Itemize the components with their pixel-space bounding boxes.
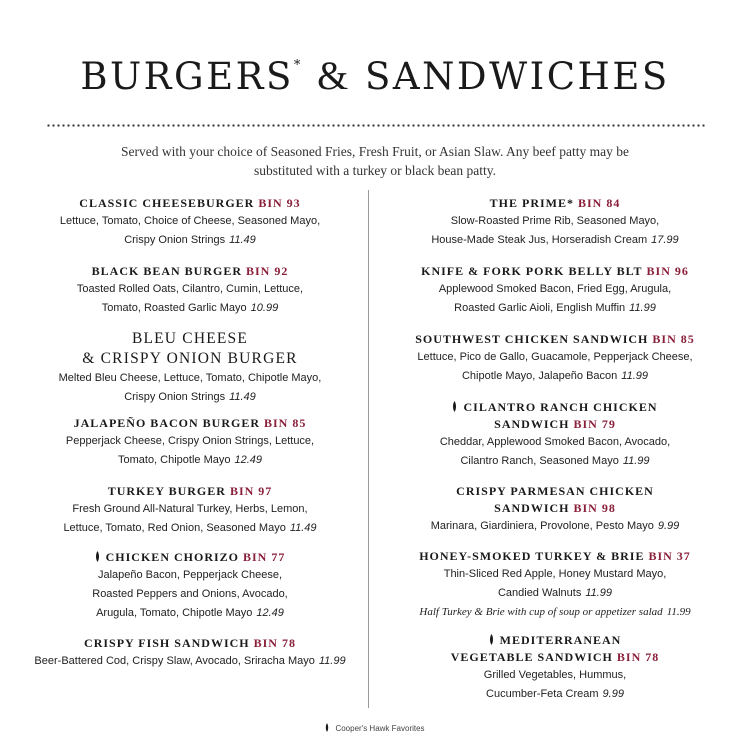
intro-text: Served with your choice of Seasoned Fries, Fresh Fruit, or Asian Slaw. Any beef patty may be substituted with a turkey or black bean patty. [121, 144, 629, 178]
footer-legend: Cooper's Hawk Favorites [0, 722, 750, 733]
menu-item: MEDITERRANEAN VEGETABLE SANDWICH BIN 78 Grilled Vegetables, Hummus, Cucumber-Feta Cream 9.99 [450, 633, 660, 700]
menu-item: CILANTRO RANCH CHICKEN SANDWICH BIN 79 Cheddar, Applewood Smoked Bacon, Avocado, Cilantro Ranch, Seasoned Mayo 11.99 [439, 400, 671, 467]
menu-item: SOUTHWEST CHICKEN SANDWICH BIN 85 Lettuce, Pico de Gallo, Guacamole, Pepperjack Cheese, Chipotle Mayo, Jalapeño Bacon 11.99 [415, 332, 695, 382]
feather-icon [489, 634, 494, 645]
dotted-divider [46, 124, 706, 127]
page-title: BURGERS* & SANDWICHES [80, 53, 670, 98]
feather-icon [95, 551, 100, 562]
menu-item: CRISPY FISH SANDWICH BIN 78 Beer-Battered Cod, Crispy Slaw, Avocado, Sriracha Mayo 11.99 [34, 636, 346, 667]
column-divider [368, 190, 369, 708]
menu-item: BLACK BEAN BURGER BIN 92 Toasted Rolled Oats, Cilantro, Cumin, Lettuce, Tomato, Roasted Garlic Mayo 10.99 [76, 264, 304, 314]
menu-item: CRISPY PARMESAN CHICKEN SANDWICH BIN 98 Marinara, Giardiniera, Provolone, Pesto Mayo 9.99 [430, 484, 680, 532]
menu-item: TURKEY BURGER BIN 97 Fresh Ground All-Natural Turkey, Herbs, Lemon, Lettuce, Tomato, Red Onion, Seasoned Mayo 11.49 [63, 484, 317, 534]
menu-item: KNIFE & FORK PORK BELLY BLT BIN 96 Applewood Smoked Bacon, Fried Egg, Arugula, Roasted Garlic Aioli, English Muffin 11.99 [421, 264, 689, 314]
feather-icon [452, 401, 457, 412]
menu-item: JALAPEÑO BACON BURGER BIN 85 Pepperjack Cheese, Crispy Onion Strings, Lettuce, Tomato, Chipotle Mayo 12.49 [65, 416, 315, 466]
menu-item: CHICKEN CHORIZO BIN 77 Jalapeño Bacon, Pepperjack Cheese, Roasted Peppers and Onions, Avocado, Arugula, Tomato, Chipotle Mayo 12.49 [92, 550, 288, 619]
feather-icon [325, 723, 329, 732]
menu-item: THE PRIME* BIN 84 Slow-Roasted Prime Rib, Seasoned Mayo, House-Made Steak Jus, Horseradish Cream 17.99 [431, 196, 679, 246]
menu-item: HONEY-SMOKED TURKEY & BRIE BIN 37 Thin-Sliced Red Apple, Honey Mustard Mayo, Candied Walnuts 11.99 Half Turkey & Brie with cup of soup or appetizer salad 11.99 [419, 549, 691, 618]
menu-item: CLASSIC CHEESEBURGER BIN 93 Lettuce, Tomato, Choice of Cheese, Seasoned Mayo, Crispy Onion Strings 11.49 [59, 196, 321, 246]
menu-item: BLEU CHEESE & CRISPY ONION BURGER Melted Bleu Cheese, Lettuce, Tomato, Chipotle Mayo, Crispy Onion Strings 11.49 [58, 330, 322, 403]
